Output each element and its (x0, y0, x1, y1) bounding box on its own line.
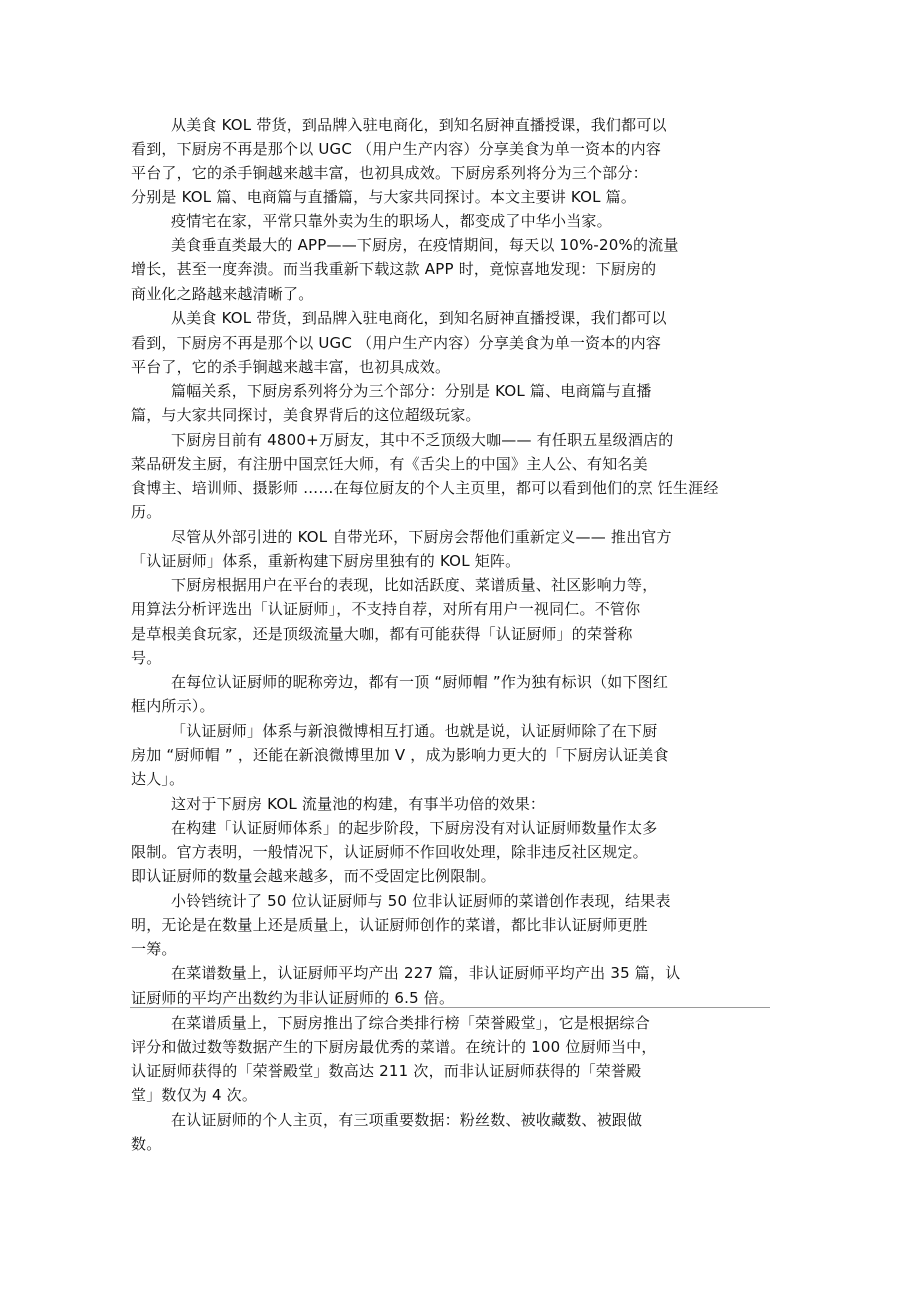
text-line: 分别是 KOL 篇、电商篇与直播篇，与大家共同探讨。本文主要讲 KOL 篇。 (131, 188, 637, 206)
text-line: 认证厨师获得的「荣誉殿堂」数高达 211 次，而非认证厨师获得的「荣誉殿 (131, 1062, 642, 1080)
text-line: 在认证厨师的个人主页，有三项重要数据：粉丝数、被收藏数、被跟做 (171, 1111, 643, 1129)
text-line: 这对于下厨房 KOL 流量池的构建，有事半功倍的效果： (171, 795, 546, 813)
text-line: 篇，与大家共同探讨，美食界背后的这位超级玩家。 (131, 406, 481, 424)
text-line: 一筹。 (131, 940, 177, 958)
text-line: 在菜谱数量上，认证厨师平均产出 227 篇，非认证厨师平均产出 35 篇，认 (171, 964, 681, 982)
text-line: 平台了，它的杀手锏越来越丰富，也初具成效。下厨房系列将分为三个部分： (131, 164, 648, 182)
text-line: 证厨师的平均产出数约为非认证厨师的 6.5 倍。 (131, 989, 455, 1007)
text-line: 是草根美食玩家，还是顶级流量大咖，都有可能获得「认证厨师」的荣誉称 (131, 625, 633, 643)
text-line: 达人」。 (131, 770, 185, 788)
text-line: 堂」数仅为 4 次。 (131, 1086, 258, 1104)
text-line: 「认证厨师」体系，重新构建下厨房里独有的 KOL 矩阵。 (131, 552, 521, 570)
text-line: 从美食 KOL 带货，到品牌入驻电商化，到知名厨神直播授课，我们都可以 (171, 116, 667, 134)
text-line: 疫情宅在家，平常只靠外卖为生的职场人，都变成了中华小当家。 (171, 212, 612, 230)
text-line: 下厨房根据用户在平台的表现，比如活跃度、菜谱质量、社区影响力等， (171, 576, 658, 594)
text-line: 篇幅关系，下厨房系列将分为三个部分：分别是 KOL 篇、电商篇与直播 (171, 382, 652, 400)
text-line: 号。 (131, 649, 162, 667)
text-line: 商业化之路越来越清晰了。 (131, 285, 314, 303)
text-line: 食博主、培训师、摄影师 ……在每位厨友的个人主页里，都可以看到他们的烹 饪生涯经 (131, 479, 719, 497)
text-line: 看到，下厨房不再是那个以 UGC （用户生产内容）分享美食为单一资本的内容 (131, 334, 662, 352)
text-line: 看到，下厨房不再是那个以 UGC （用户生产内容）分享美食为单一资本的内容 (131, 140, 662, 158)
text-line: 历。 (131, 503, 162, 521)
text-line: 明，无论是在数量上还是质量上，认证厨师创作的菜谱，都比非认证厨师更胜 (131, 916, 648, 934)
text-line: 限制。官方表明，一般情况下，认证厨师不作回收处理，除非违反社区规定。 (131, 843, 648, 861)
text-line: 即认证厨师的数量会越来越多，而不受固定比例限制。 (131, 867, 496, 885)
text-line: 美食垂直类最大的 APP——下厨房，在疫情期间，每天以 10%-20%的流量 (171, 236, 679, 254)
text-line: 从美食 KOL 带货，到品牌入驻电商化，到知名厨神直播授课，我们都可以 (171, 309, 667, 327)
text-line: 平台了，它的杀手锏越来越丰富，也初具成效。 (131, 358, 451, 376)
horizontal-rule (130, 1007, 770, 1008)
text-line: 「认证厨师」体系与新浪微博相互打通。也就是说，认证厨师除了在下厨 (171, 722, 658, 740)
text-line: 小铃铛统计了 50 位认证厨师与 50 位非认证厨师的菜谱创作表现，结果表 (171, 892, 671, 910)
text-line: 在构建「认证厨师体系」的起步阶段，下厨房没有对认证厨师数量作太多 (171, 819, 658, 837)
text-line: 增长，甚至一度奔溃。而当我重新下载这款 APP 时，竟惊喜地发现：下厨房的 (131, 260, 657, 278)
text-line: 下厨房目前有 4800+万厨友，其中不乏顶级大咖—— 有任职五星级酒店的 (171, 431, 674, 449)
text-line: 在每位认证厨师的昵称旁边，都有一顶 “厨师帽 ”作为独有标识（如下图红 (171, 673, 669, 691)
text-line: 用算法分析评选出「认证厨师」，不支持自荐，对所有用户一视同仁。不管你 (131, 600, 641, 618)
text-line: 数。 (131, 1135, 162, 1153)
text-line: 房加 “厨师帽 ” ，还能在新浪微博里加 V ，成为影响力更大的「下厨房认证美食 (131, 746, 669, 764)
text-line: 菜品研发主厨，有注册中国烹饪大师，有《舌尖上的中国》主人公、有知名美 (131, 455, 648, 473)
text-line: 评分和做过数等数据产生的下厨房最优秀的菜谱。在统计的 100 位厨师当中， (131, 1038, 657, 1056)
text-line: 尽管从外部引进的 KOL 自带光环，下厨房会帮他们重新定义—— 推出官方 (171, 528, 672, 546)
text-line: 在菜谱质量上，下厨房推出了综合类排行榜「荣誉殿堂」，它是根据综合 (171, 1014, 650, 1032)
text-line: 框内所示）。 (131, 697, 215, 715)
